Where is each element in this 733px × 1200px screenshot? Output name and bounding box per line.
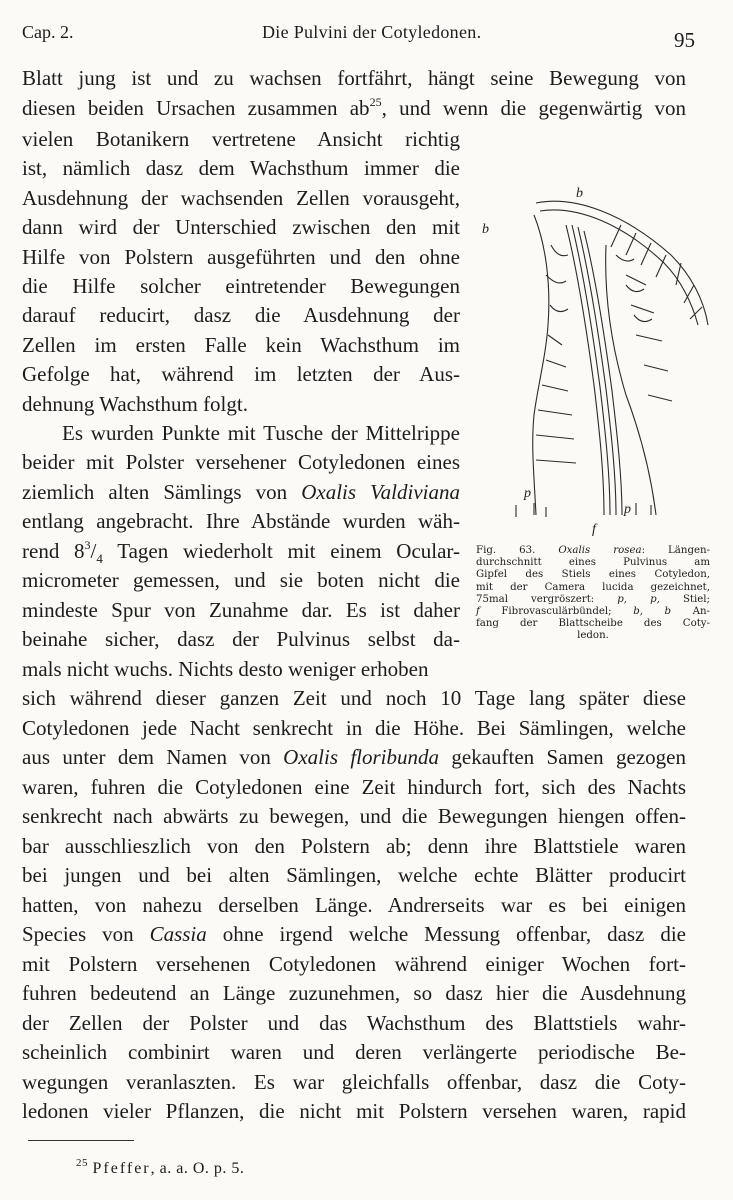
text-line: Species von Cassia ohne irgend welche Messung offenbar, dasz die	[22, 922, 686, 946]
taxon-name: Oxalis Valdiviana	[301, 480, 460, 504]
text-line: Ausdehnung der wachsenden Zellen vorausgeht,	[22, 186, 460, 210]
text-line: scheinlich combinirt waren und deren verlängerte periodische Be-	[22, 1040, 686, 1064]
text-line: bar ausschlieszlich von den Polstern ab; denn ihre Blattstiele waren	[22, 834, 686, 858]
text-line: der Zellen der Polster und das Wachsthum des Blattstiels wahr-	[22, 1011, 686, 1035]
caption-line: Gipfel des Stiels eines Cotyledon,	[476, 569, 710, 581]
text-line: wegungen veranlaszten. Es war gleichfalls offenbar, dasz die Coty-	[22, 1070, 686, 1094]
text-line: vielen Botanikern vertretene Ansicht richtig	[22, 127, 460, 151]
text-line: sich während dieser ganzen Zeit und noch 10 Tage lang später diese	[22, 686, 686, 710]
text-line: Hilfe von Polstern ausgeführten und den ohne	[22, 245, 460, 269]
text-line: bei jungen und bei alten Sämlingen, welche echte Blätter producirt	[22, 863, 686, 887]
text-line: beider mit Polster versehener Cotyledonen eines	[22, 450, 460, 474]
pulvinus-drawing	[476, 185, 710, 540]
caption-line: ledon.	[577, 630, 609, 642]
text-line: ledonen vieler Pflanzen, die nicht mit Polstern versehen waren, rapid	[22, 1099, 686, 1123]
text-line: mals nicht wuchs. Nichts desto weniger erhoben	[22, 657, 429, 681]
text-line: Gefolge hat, während im letzten der Aus-	[22, 362, 460, 386]
caption-line: Fig. 63. Oxalis rosea: Längen-	[476, 545, 710, 556]
text-line: mindeste Spur von Zunahme dar. Es ist daher	[22, 598, 460, 622]
text-line: dehnung Wachsthum folgt.	[22, 392, 248, 416]
text-line: darauf reducirt, dasz die Ausdehnung der	[22, 303, 460, 327]
text-line: hatten, von nahezu derselben Länge. Andrerseits war es bei einigen	[22, 893, 686, 917]
pulvinus-section-figure	[476, 185, 710, 540]
taxon-name: Cassia	[149, 922, 207, 946]
text-line: waren, fuhren die Cotyledonen eine Zeit hindurch fort, sich des Nachts	[22, 775, 686, 799]
text-line: Zellen im ersten Falle kein Wachsthum im	[22, 333, 460, 357]
text-line: mit Polstern versehenen Cotyledonen während einiger Wochen fort-	[22, 952, 686, 976]
label-b-left: b	[482, 222, 489, 237]
text-line: micrometer gemessen, und sie boten nicht die	[22, 568, 460, 592]
caption-line: fang der Blattscheibe des Coty-	[476, 618, 710, 630]
figure-caption	[476, 545, 710, 643]
text-line: rend $8^3/_4$ Tagen wiederholt mit einem Ocular-	[22, 538, 460, 567]
text-line: beinahe sicher, dasz der Pulvinus selbst da-	[22, 627, 460, 651]
taxon-name: Oxalis floribunda	[283, 745, 440, 769]
text-line: Cotyledonen jede Nacht senkrecht in die Höhe. Bei Sämlingen, welche	[22, 716, 686, 740]
chapter-label: Cap. 2.	[22, 22, 74, 42]
text-line: entlang angebracht. Ihre Abstände wurden wäh-	[22, 509, 460, 533]
caption-line: f Fibrovasculärbündel; b, b An-	[476, 606, 710, 618]
text-line: fuhren bedeutend an Länge zuzunehmen, so dasz hier die Ausdehnung	[22, 981, 686, 1005]
page-number: 95	[674, 28, 695, 52]
caption-line: mit der Camera lucida gezeichnet,	[476, 581, 710, 593]
footnote-rest: , a. a. O. p. 5.	[150, 1160, 245, 1177]
label-b-top: b	[576, 186, 583, 201]
running-title: Die Pulvini der Cotyledonen.	[262, 22, 482, 42]
footnote-author: Pfeffer	[92, 1160, 151, 1177]
footnote-divider	[28, 1140, 134, 1141]
text-line: aus unter dem Namen von Oxalis floribunda gekauften Samen gezogen	[22, 745, 686, 769]
text-line: ist, nämlich dasz dem Wachsthum immer die	[22, 156, 460, 180]
label-p-right: p	[624, 502, 631, 517]
text-line: die Hilfe solcher eintretender Bewegungen	[22, 274, 460, 298]
caption-line: durchschnitt eines Pulvinus am	[476, 557, 710, 569]
footnote	[76, 1156, 245, 1178]
running-header	[22, 18, 695, 52]
text-line: Blatt jung ist und zu wachsen fortfährt, hängt seine Bewegung von	[22, 66, 686, 90]
label-f: f	[592, 522, 596, 537]
text-line: dann wird der Unterschied zwischen den mit	[22, 215, 460, 239]
text-line: diesen beiden Ursachen zusammen $ab^{25}$, und wenn die gegenwärtig von	[22, 95, 687, 120]
caption-line: 75mal vergröszert: p, p, Stiel;	[476, 593, 710, 605]
text-line: ziemlich alten Sämlings von Oxalis Valdiviana	[22, 480, 460, 504]
text-line: senkrecht nach abwärts zu bewegen, und die Bewegungen hiengen offen-	[22, 804, 686, 828]
footnote-number: 25	[76, 1156, 88, 1169]
label-p-left: p	[524, 486, 531, 501]
text-line: Es wurden Punkte mit Tusche der Mittelrippe	[62, 421, 460, 445]
footnote-ref: 25	[369, 95, 382, 109]
